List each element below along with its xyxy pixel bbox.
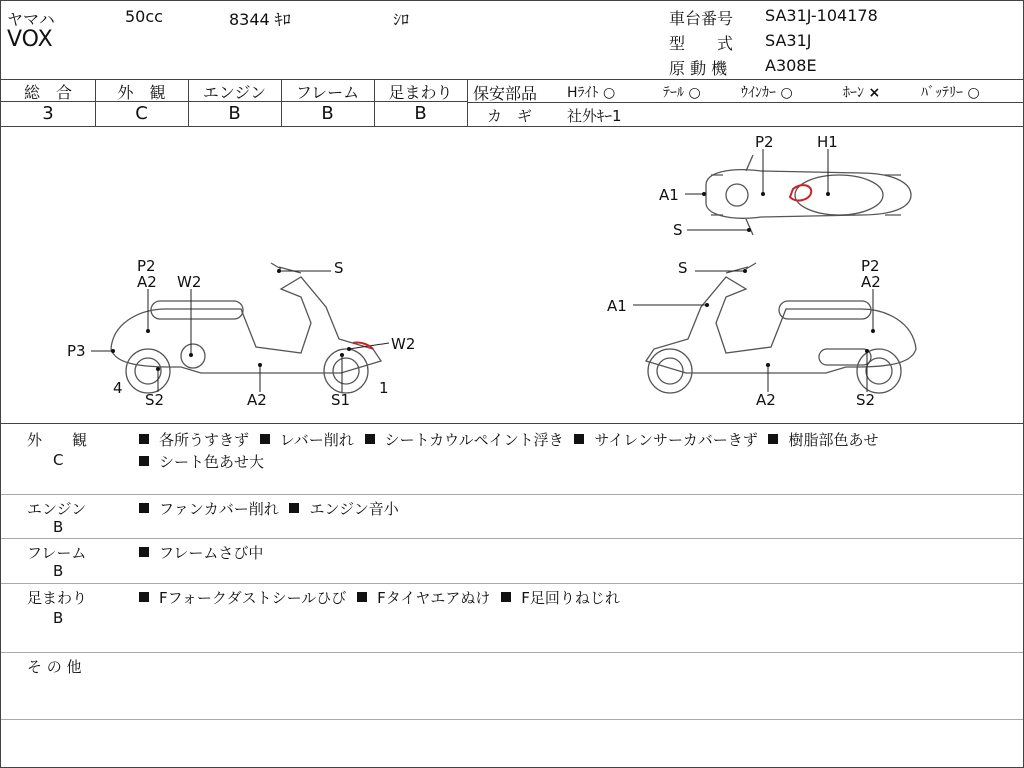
note-frame-items: フレームさび中 — [139, 542, 269, 563]
key-value: 社外ｷｰ1 — [567, 107, 622, 125]
label-left-a2b: A2 — [247, 391, 267, 409]
engine-label: 原 動 機 — [669, 59, 728, 78]
label-right-p2: P2 — [861, 257, 880, 275]
label-left-a2: A2 — [137, 273, 157, 291]
note-engine-grade: B — [53, 518, 64, 536]
grade-frame-value: B — [321, 103, 334, 124]
label-left-p2: P2 — [137, 257, 156, 275]
grade-overall-value: 3 — [42, 103, 54, 124]
label-left-s2: S2 — [145, 391, 165, 409]
model-name: VOX — [7, 27, 53, 52]
note-engine-items: ファンカバー削れ エンジン音小 — [139, 498, 405, 519]
grade-suspension-value: B — [414, 103, 427, 124]
note-suspension-grade: B — [53, 609, 64, 627]
safety-winker: ｳｲﾝｶｰ ○ — [741, 85, 793, 101]
type-value: SA31J — [765, 31, 812, 50]
label-right-s: S — [678, 259, 688, 277]
grade-exterior-value: C — [135, 103, 148, 124]
label-left-s: S — [334, 259, 344, 277]
safety-label: 保安部品 — [473, 84, 538, 103]
top-view-scooter — [706, 155, 911, 235]
label-top-a1: A1 — [659, 186, 679, 204]
safety-horn: ﾎｰﾝ × — [843, 85, 881, 101]
label-right-a2: A2 — [861, 273, 881, 291]
damage-diagram — [1, 127, 1023, 423]
type-label: 型 式 — [669, 34, 734, 53]
engine-value: A308E — [765, 56, 817, 75]
label-right-a1: A1 — [607, 297, 627, 315]
grade-engine-label: エンジン — [202, 83, 267, 102]
label-top-p2: P2 — [755, 133, 774, 151]
note-suspension-items: Fフォークダストシールひび Fタイヤエアぬけ F足回りねじれ — [139, 587, 626, 608]
note-exterior-items: 各所うすきず レバー削れ シートカウルペイント浮き サイレンサーカバーきず 樹脂部色あせ — [139, 429, 885, 450]
displacement: 50cc — [125, 7, 163, 26]
maker: ヤマハ — [7, 10, 55, 29]
color: ｼﾛ — [393, 10, 410, 29]
label-left-4: 4 — [113, 379, 123, 397]
safety-tail: ﾃｰﾙ ○ — [663, 85, 701, 101]
note-exterior-items-2: シート色あせ大 — [139, 451, 270, 472]
frame-no-label: 車台番号 — [669, 9, 734, 28]
grade-suspension-label: 足まわり — [388, 83, 453, 102]
note-engine-label: エンジン — [27, 500, 87, 518]
note-exterior-label: 外 観 — [27, 431, 88, 449]
label-right-a2b: A2 — [756, 391, 776, 409]
label-left-w2b: W2 — [391, 335, 416, 353]
grade-overall-label: 総 合 — [23, 83, 72, 102]
label-left-s1: S1 — [331, 391, 351, 409]
damage-mark-h1 — [790, 185, 811, 200]
grade-exterior-label: 外 観 — [117, 83, 166, 102]
mileage: 8344 ｷﾛ — [229, 10, 291, 29]
key-label: カ ギ — [487, 107, 533, 125]
safety-battery: ﾊﾞｯﾃﾘｰ ○ — [921, 85, 980, 101]
label-left-1: 1 — [379, 379, 389, 397]
frame-no: SA31J-104178 — [765, 6, 878, 25]
label-right-s2: S2 — [856, 391, 876, 409]
label-top-s: S — [673, 221, 683, 239]
note-exterior-grade: C — [53, 451, 64, 469]
note-suspension-label: 足まわり — [27, 589, 88, 607]
grade-frame-label: フレーム — [295, 83, 360, 102]
grade-engine-value: B — [228, 103, 241, 124]
note-frame-label: フレーム — [27, 544, 87, 562]
label-left-p3: P3 — [67, 342, 86, 360]
note-frame-grade: B — [53, 562, 64, 580]
note-other-label: そ の 他 — [27, 658, 82, 676]
label-left-w2: W2 — [177, 273, 202, 291]
safety-headlight: Hﾗｲﾄ ○ — [567, 85, 616, 101]
label-top-h1: H1 — [817, 133, 838, 151]
